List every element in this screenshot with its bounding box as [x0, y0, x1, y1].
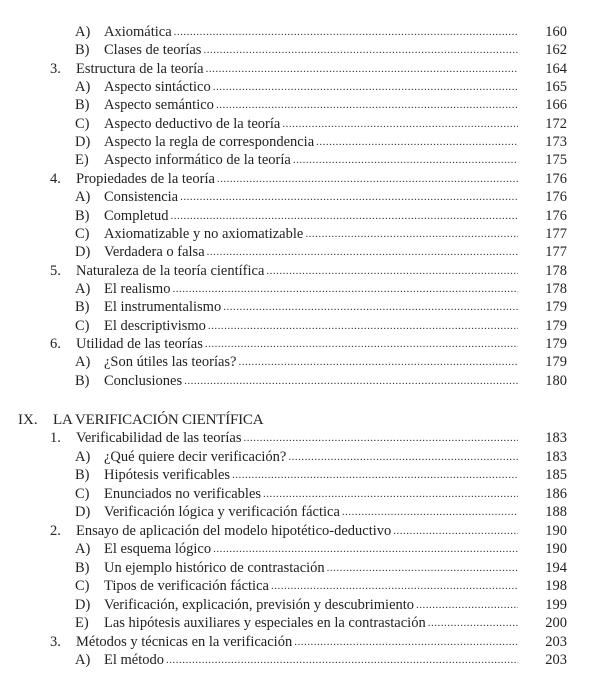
entry-number: B) — [75, 299, 90, 316]
entry-page: 190 — [545, 541, 567, 557]
dot-leader — [416, 596, 518, 614]
toc-entry — [0, 429, 600, 447]
entry-page: 160 — [545, 24, 567, 40]
entry-title: Axiomática — [104, 24, 172, 40]
toc-entry — [0, 633, 600, 651]
entry-page: 185 — [545, 467, 567, 483]
entry-title: Conclusiones — [104, 372, 183, 389]
entry-page: 176 — [545, 170, 567, 187]
toc-entry — [0, 188, 600, 206]
toc-entry — [0, 559, 600, 577]
entry-title-wrap — [76, 633, 518, 651]
entry-page: 166 — [545, 97, 567, 114]
entry-number: A) — [75, 354, 91, 371]
entry-number: B) — [75, 97, 90, 114]
entry-number: D) — [75, 134, 91, 151]
entry-title: Hipótesis verificables — [104, 467, 231, 483]
entry-number: C) — [75, 115, 90, 132]
toc-entry — [0, 614, 600, 632]
entry-page: 203 — [545, 633, 567, 650]
entry-title-wrap — [104, 577, 518, 595]
entry-title-wrap — [76, 335, 518, 353]
toc-entry — [0, 651, 600, 669]
toc-entry — [0, 298, 600, 316]
entry-number: A) — [75, 79, 91, 96]
toc-entry — [0, 225, 600, 243]
entry-title-wrap — [104, 115, 518, 133]
entry-number: A) — [75, 448, 91, 465]
toc-entry — [0, 115, 600, 133]
entry-title: ¿Son útiles las teorías? — [104, 354, 237, 371]
entry-page: 175 — [545, 152, 567, 169]
entry-number: D) — [75, 244, 91, 261]
dot-leader — [223, 298, 518, 316]
entry-title-wrap — [104, 540, 518, 558]
entry-number: 3. — [50, 633, 61, 650]
entry-number: D) — [75, 504, 91, 520]
toc-entry — [0, 41, 600, 59]
entry-page: 173 — [545, 134, 567, 151]
dot-leader — [266, 262, 518, 280]
entry-title: Naturaleza de la teoría científica — [76, 262, 265, 279]
entry-page: 178 — [545, 262, 567, 279]
entry-number: A) — [75, 541, 91, 557]
entry-title: Las hipótesis auxiliares y especiales en la contrastación — [104, 615, 426, 631]
dot-leader — [271, 577, 518, 595]
entry-title-wrap — [104, 503, 518, 521]
entry-title-wrap — [104, 372, 518, 390]
toc-entry — [0, 522, 600, 540]
entry-title: Utilidad de las teorías — [76, 335, 203, 352]
entry-title: Enunciados no verificables — [104, 485, 262, 502]
entry-number: C) — [75, 578, 90, 594]
dot-leader — [282, 115, 518, 133]
toc-entry — [0, 207, 600, 225]
toc-entry — [0, 335, 600, 353]
dot-leader — [208, 317, 518, 335]
entry-title-wrap — [104, 280, 518, 298]
entry-title: Ensayo de aplicación del modelo hipotético-deductivo — [76, 522, 392, 539]
entry-number: 3. — [50, 60, 61, 77]
chapter-number: IX. — [18, 412, 38, 428]
entry-page: 203 — [545, 652, 567, 668]
entry-title-wrap — [104, 151, 518, 169]
entry-number: C) — [75, 225, 90, 242]
entry-title-wrap — [104, 225, 518, 243]
entry-title-wrap — [104, 96, 518, 114]
entry-number: E) — [75, 615, 89, 631]
entry-page: 190 — [545, 522, 567, 539]
entry-page: 183 — [545, 430, 567, 446]
entry-title: Tipos de verificación fáctica — [104, 578, 269, 594]
entry-page: 199 — [545, 596, 567, 613]
entry-title: Completud — [104, 207, 169, 224]
entry-title-wrap — [104, 133, 518, 151]
entry-page: 186 — [545, 485, 567, 502]
entry-title: Verificabilidad de las teorías — [76, 430, 242, 446]
entry-title-wrap — [104, 485, 518, 503]
toc-entry — [0, 96, 600, 114]
toc-entry — [0, 485, 600, 503]
entry-title-wrap — [104, 78, 518, 96]
entry-page: 179 — [545, 299, 567, 316]
entry-number: B) — [75, 42, 90, 59]
toc-entry — [0, 60, 600, 78]
entry-number: B) — [75, 467, 90, 483]
entry-title: Verificación, explicación, previsión y descubrimiento — [104, 596, 415, 613]
entry-number: C) — [75, 485, 90, 502]
entry-title-wrap — [104, 298, 518, 316]
entry-title: Estructura de la teoría — [76, 60, 204, 77]
dot-leader — [174, 23, 518, 41]
entry-title: El descriptivismo — [104, 317, 206, 334]
entry-title: Un ejemplo histórico de contrastación — [104, 559, 325, 576]
entry-title: Propiedades de la teoría — [76, 170, 215, 187]
entry-number: B) — [75, 372, 90, 389]
entry-page: 194 — [545, 559, 567, 576]
entry-number: 5. — [50, 262, 61, 279]
entry-page: 180 — [545, 372, 567, 389]
entry-number: A) — [75, 280, 91, 297]
entry-title-wrap — [104, 596, 518, 614]
entry-page: 188 — [545, 504, 567, 520]
entry-title: El método — [104, 652, 165, 668]
entry-title-wrap — [104, 243, 518, 261]
entry-page: 179 — [545, 317, 567, 334]
toc-entry — [0, 577, 600, 595]
entry-title: Aspecto sintáctico — [104, 79, 211, 96]
entry-title-wrap — [76, 60, 518, 78]
entry-title-wrap — [104, 614, 518, 632]
dot-leader — [205, 335, 518, 353]
entry-page: 172 — [545, 115, 567, 132]
dot-leader — [342, 503, 518, 521]
entry-number: A) — [75, 189, 91, 206]
dot-leader — [216, 96, 518, 114]
dot-leader — [316, 133, 518, 151]
entry-title: Clases de teorías — [104, 42, 202, 59]
entry-title: El instrumentalismo — [104, 299, 222, 316]
dot-leader — [327, 559, 518, 577]
dot-leader — [166, 651, 518, 669]
dot-leader — [243, 429, 518, 447]
entry-title-wrap — [104, 41, 518, 59]
entry-page: 179 — [545, 354, 567, 371]
entry-title: ¿Qué quiere decir verificación? — [104, 448, 287, 465]
entry-title-wrap — [104, 448, 518, 466]
entry-number: 4. — [50, 170, 61, 187]
entry-page: 177 — [545, 225, 567, 242]
entry-title: Métodos y técnicas en la verificación — [76, 633, 293, 650]
entry-page: 177 — [545, 244, 567, 261]
dot-leader — [428, 614, 518, 632]
dot-leader — [288, 448, 518, 466]
chapter-title: LA VERIFICACIÓN CIENTÍFICA — [53, 412, 264, 428]
toc-entry — [0, 151, 600, 169]
entry-title: Aspecto deductivo de la teoría — [104, 115, 281, 132]
toc-entry — [0, 23, 600, 41]
toc-entry — [0, 353, 600, 371]
entry-title-wrap — [104, 317, 518, 335]
entry-title: Aspecto semántico — [104, 97, 214, 114]
dot-leader — [184, 372, 518, 390]
entry-number: B) — [75, 559, 90, 576]
toc-entry — [0, 133, 600, 151]
toc-entry — [0, 503, 600, 521]
dot-leader — [293, 151, 518, 169]
entry-page: 200 — [545, 615, 567, 631]
dot-leader — [172, 280, 518, 298]
dot-leader — [203, 41, 518, 59]
entry-number: 1. — [50, 430, 61, 446]
entry-page: 162 — [545, 42, 567, 59]
entry-page: 178 — [545, 280, 567, 297]
entry-title: Consistencia — [104, 189, 179, 206]
entry-page: 176 — [545, 189, 567, 206]
dot-leader — [393, 522, 518, 540]
entry-title: Verdadera o falsa — [104, 244, 205, 261]
entry-page: 198 — [545, 578, 567, 594]
dot-leader — [213, 78, 518, 96]
entry-title-wrap — [104, 207, 518, 225]
entry-title-wrap — [76, 429, 518, 447]
entry-page: 164 — [545, 60, 567, 77]
entry-title: Verificación lógica y verificación fáctica — [104, 504, 340, 520]
toc-entry — [0, 280, 600, 298]
dot-leader — [213, 540, 518, 558]
toc-entry — [0, 78, 600, 96]
dot-leader — [207, 243, 518, 261]
entry-number: C) — [75, 317, 90, 334]
entry-number: B) — [75, 207, 90, 224]
dot-leader — [217, 170, 518, 188]
dot-leader — [232, 466, 518, 484]
toc-entry — [0, 372, 600, 390]
dot-leader — [263, 485, 518, 503]
toc-entry — [0, 317, 600, 335]
entry-number: A) — [75, 24, 91, 40]
entry-page: 165 — [545, 79, 567, 96]
toc-entry — [0, 262, 600, 280]
entry-title-wrap — [76, 522, 518, 540]
entry-title-wrap — [76, 262, 518, 280]
entry-title-wrap — [104, 23, 518, 41]
entry-number: D) — [75, 596, 91, 613]
toc-entry — [0, 466, 600, 484]
entry-title-wrap — [104, 466, 518, 484]
toc-entry — [0, 448, 600, 466]
entry-title: El realismo — [104, 280, 171, 297]
entry-title: El esquema lógico — [104, 541, 212, 557]
toc-entry — [0, 243, 600, 261]
dot-leader — [238, 353, 518, 371]
dot-leader — [180, 188, 518, 206]
toc-entry — [0, 540, 600, 558]
entry-page: 183 — [545, 448, 567, 465]
entry-title: Axiomatizable y no axiomatizable — [104, 225, 304, 242]
entry-title-wrap — [104, 353, 518, 371]
entry-title-wrap — [76, 170, 518, 188]
entry-title: Aspecto informático de la teoría — [104, 152, 291, 169]
entry-page: 176 — [545, 207, 567, 224]
entry-title: Aspecto la regla de correspondencia — [104, 134, 315, 151]
dot-leader — [206, 60, 518, 78]
toc-entry — [0, 170, 600, 188]
entry-title-wrap — [104, 188, 518, 206]
entry-number: A) — [75, 652, 91, 668]
dot-leader — [294, 633, 518, 651]
entry-title-wrap — [104, 651, 518, 669]
entry-number: E) — [75, 152, 89, 169]
entry-number: 6. — [50, 335, 61, 352]
dot-leader — [305, 225, 518, 243]
entry-number: 2. — [50, 522, 61, 539]
entry-page: 179 — [545, 335, 567, 352]
entry-title-wrap — [104, 559, 518, 577]
dot-leader — [170, 207, 518, 225]
toc-entry — [0, 596, 600, 614]
